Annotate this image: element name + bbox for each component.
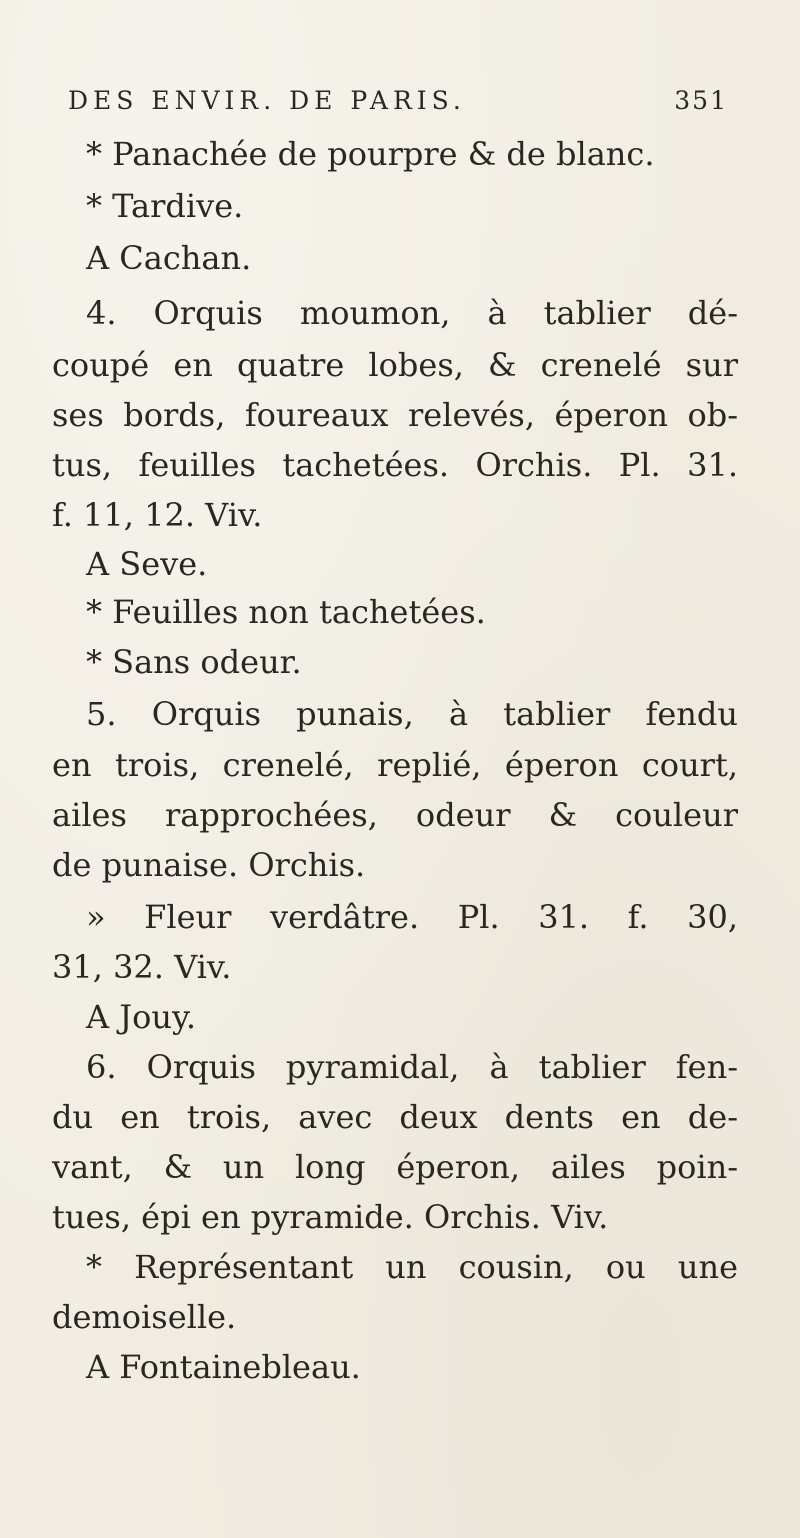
text-line: tus, feuilles tachetées. Orchis. Pl. 31. <box>52 446 738 484</box>
text-line: f. 11, 12. Viv. <box>52 496 263 534</box>
text-line: du en trois, avec deux dents en de- <box>52 1098 738 1136</box>
text-line: A Jouy. <box>86 998 196 1036</box>
text-line: * Tardive. <box>86 187 244 225</box>
text-line: A Seve. <box>86 545 208 583</box>
page-number: 351 <box>674 86 728 115</box>
text-line: demoiselle. <box>52 1298 237 1336</box>
running-head <box>68 78 728 122</box>
text-line: de punaise. Orchis. <box>52 846 366 884</box>
text-line: * Panachée de pourpre & de blanc. <box>86 135 655 173</box>
text-line: A Cachan. <box>86 239 252 277</box>
running-head-title: DES ENVIR. DE PARIS. <box>68 86 466 115</box>
text-line: en trois, crenelé, replié, éperon court, <box>52 746 738 784</box>
text-line: 4. Orquis moumon, à tablier dé- <box>86 294 738 332</box>
text-line: 6. Orquis pyramidal, à tablier fen- <box>86 1048 738 1086</box>
text-line: ailes rapprochées, odeur & couleur <box>52 796 738 834</box>
text-line: 31, 32. Viv. <box>52 948 232 986</box>
text-line: * Sans odeur. <box>86 643 302 681</box>
text-line: vant, & un long éperon, ailes poin- <box>52 1148 738 1186</box>
text-line: » Fleur verdâtre. Pl. 31. f. 30, <box>86 898 738 936</box>
text-line: coupé en quatre lobes, & crenelé sur <box>52 346 738 384</box>
text-line: ses bords, foureaux relevés, éperon ob- <box>52 396 738 434</box>
text-line: tues, épi en pyramide. Orchis. Viv. <box>52 1198 609 1236</box>
text-line: A Fontainebleau. <box>86 1348 361 1386</box>
text-line: 5. Orquis punais, à tablier fendu <box>86 695 738 733</box>
text-line: * Représentant un cousin, ou une <box>86 1248 738 1286</box>
text-line: * Feuilles non tachetées. <box>86 593 486 631</box>
